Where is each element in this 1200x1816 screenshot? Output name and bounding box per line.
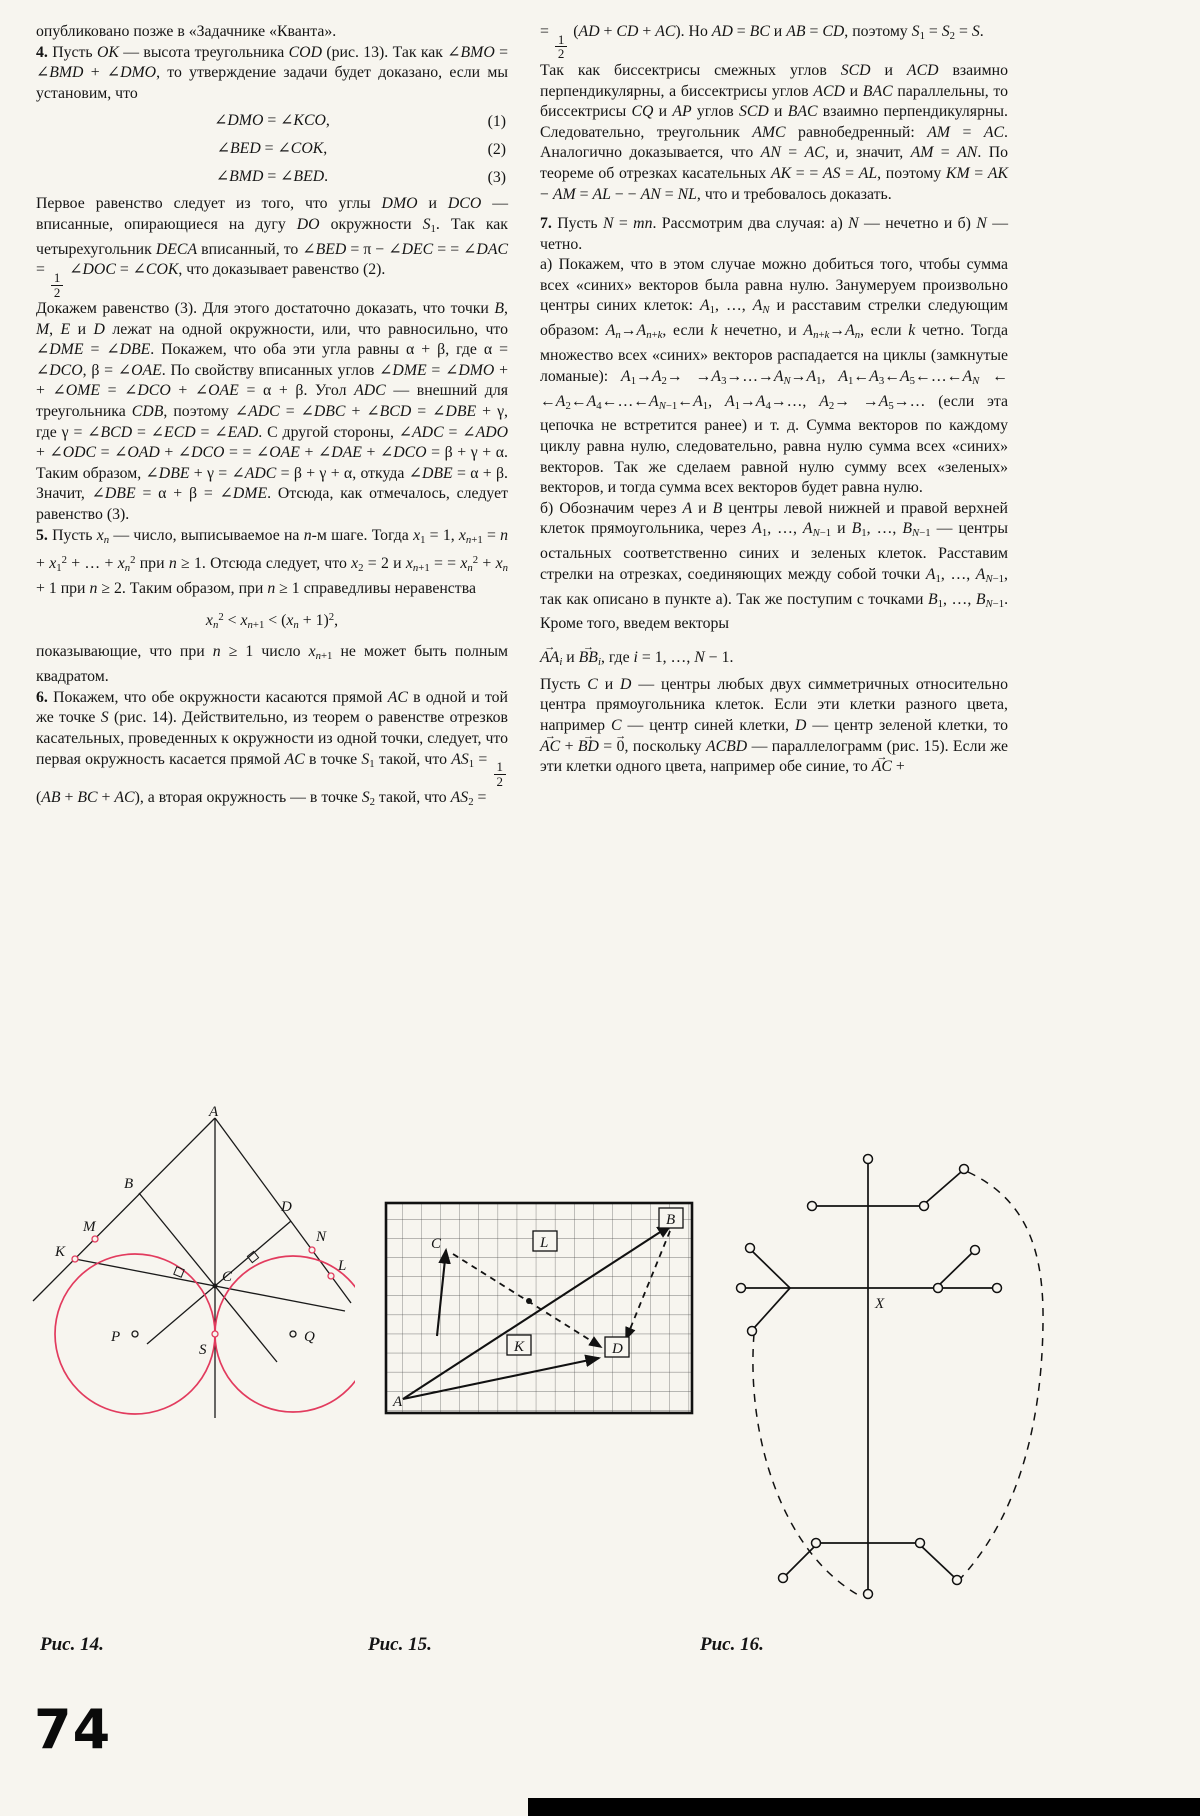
page-number: 74 (34, 1698, 112, 1761)
left-column (36, 22, 508, 813)
point-label-m: M (83, 1219, 96, 1235)
inequality (36, 607, 508, 636)
triangle-lines (33, 1118, 351, 1418)
equation-number: (1) (487, 113, 506, 131)
equation-body: $x_n^2 < x_{n+1} < (x_n + 1)^2$, (205, 610, 339, 631)
tree-nodes (737, 1155, 1002, 1599)
paragraph: опубликовано позже в «Задачнике «Кванта». (36, 23, 337, 40)
page-edge-bar (528, 1798, 1200, 1816)
point-label-k: K (514, 1339, 525, 1355)
point-label-p: P (111, 1329, 121, 1345)
point-label-b: B (666, 1212, 676, 1228)
paragraph: Докажем равенство (3). Для этого достаточно доказать, что точки B, M, E и D лежат на одной окружности, или, что равносильно, что ∠DME = ∠DBE. Покажем, что оба эти угла равны α + β, где α = ∠DCO, β = ∠OAE. По свойству вписанных углов ∠DME = ∠DMO + + ∠OME = ∠DCO + ∠OAE = α + β. Угол ADC — внешний для треугольника CDB, поэтому ∠ADC = ∠DBC + ∠BCD = ∠DBE + γ, где γ = ∠BCD = ∠ECD = ∠EAD. С другой стороны, ∠ADC = ∠ADO + ∠ODC = ∠OAD + ∠DCO = = ∠OAE + ∠DAE + ∠DCO = β + γ + α. Таким образом, ∠DBE + γ = ∠ADC = β + γ + α, откуда ∠DBE = α + β. Значит, ∠DBE = α + β = ∠DME. Отсюда, как отмечалось, следует равенство (3). (36, 300, 509, 524)
figure-15-diagram (383, 1200, 695, 1416)
dashed-arcs (753, 1172, 1043, 1596)
equation-body: ∠DMO = ∠KCO, (214, 112, 330, 130)
point-label-l: L (338, 1258, 347, 1274)
equation-number: (2) (487, 140, 506, 158)
paragraph-problem-4: 4. Пусть OK — высота треугольника COD (рис. 13). Так как ∠BMO = ∠BMD + ∠DMO, то утверждение задачи будет доказано, если мы установим, что (36, 43, 508, 102)
paragraph: = $\frac{1}{2}$ (AD + CD + AC). Но AD = BC и AB = CD, поэтому $S_1 = S_2 = S$. (540, 23, 984, 62)
figure-16-caption: Рис. 16. (700, 1634, 764, 1655)
point-label-a: A (393, 1394, 403, 1410)
point-label-b: B (124, 1176, 134, 1192)
paragraph: Так как биссектрисы смежных углов SCD и ACD взаимно перпендикулярны, а биссектрисы углов ACD и BAC параллельны, то биссектрисы CQ и AP углов SCD и BAC взаимно перпендикулярны. Следовательно, треугольник AMC равнобедренный: AM = AC. Аналогично доказывается, что AN = AC, и, значит, AM = AN. По теореме об отрезках касательных AK = = AS = AL, поэтому KM = AK − AM = AL − − AN = NL, что и требовалось доказать. (540, 61, 1009, 203)
point-label-k: K (55, 1244, 66, 1260)
fig14-point-labels (54, 1106, 346, 1358)
center-point (526, 1298, 532, 1304)
figure-15-caption: Рис. 15. (368, 1634, 432, 1655)
point-label-x: X (875, 1296, 885, 1312)
vector-definition-line: AA $\to_i$ и BB $\to_i$, где i = 1, …, N − 1. (540, 641, 1008, 673)
tree-edges (745, 1164, 994, 1590)
paragraph: показывающие, что при n ≥ 1 число $x_{n+1}$ не может быть полным квадратом. (36, 643, 508, 686)
point-label-l: L (540, 1235, 549, 1251)
paragraph-problem-5: 5. Пусть $x_n$ — число, выписываемое на n-м шаге. Тогда $x_1 = 1$, $x_{n+1} = n + x_1^2$ + … + $x_n^2$ при n ≥ 1. Отсюда следует, что $x_2 = 2$ и $x_{n+1}$ = = $x_n^2 + x_n + 1$ при n ≥ 2. Таким образом, при n ≥ 1 справедливы неравенства (36, 526, 508, 598)
paragraph-problem-6: 6. Покажем, что обе окружности касаются прямой AC в одной и той же точке S (рис. 14). Действительно, из теорем о равенстве отрезков касательных, проведенных к окружности из одной точки, следует, что первая окружность касается прямой AC в точке $S_1$ такой, что $AS_1$ = $\frac{1}{2}$ (AB + BC + AC), а вторая окружность — в точке $S_2$ такой, что $AS_2$ = (36, 688, 509, 809)
figure-14-caption: Рис. 14. (40, 1634, 104, 1655)
equation-1 (36, 111, 508, 132)
equation-number: (3) (487, 168, 506, 186)
point-label-c: C (222, 1269, 233, 1285)
point-label-q: Q (304, 1329, 315, 1345)
point-label-c: C (431, 1236, 442, 1252)
equation-body: ∠BED = ∠COK, (216, 139, 328, 157)
point-label-n: N (316, 1229, 327, 1245)
equation-body: ∠BMD = ∠BED. (215, 167, 329, 185)
paragraph: б) Обозначим через A и B центры левой нижней и правой верхней клеток прямоугольника, через $A_1$, …, $A_{N-1}$ и $B_1$, …, $B_{N-1}$ — центры остальных соответственно синих и зеленых клеток. Расставим стрелки на отрезках, соединяющих между собой точки $A_1$, …, $A_{N-1}$, так как описано в пункте а). Так же поступим с точками $B_1$, …, $B_{N-1}$. Кроме того, введем векторы (540, 499, 1009, 633)
point-label-d: D (281, 1199, 292, 1215)
paragraph: Первое равенство следует из того, что углы DMO и DCO — вписанные, опирающиеся на дугу DO окружности $S_1$. Так как четырехугольник DECA вписанный, то ∠BED = π − ∠DEC = = ∠DAC = $\frac{1}{2}$ ∠DOC = ∠COK, что доказывает равенство (2). (36, 195, 509, 300)
point-label-s: S (199, 1342, 207, 1358)
point-label-d: D (612, 1341, 623, 1357)
figure-16-diagram (728, 1138, 1046, 1626)
paragraph: а) Покажем, что в этом случае можно добиться того, чтобы сумма всех «синих» векторов была равна нулю. Занумеруем произвольно центры синих клеток: $A_1$, …, $A_N$ и расставим стрелки следующим образом: $A_n\to A_{n+k}$, если k нечетно, и $A_{n+k}\to A_n$, если k четно. Тогда множество всех «синих» векторов распадается на циклы (замкнутые ломаные): $A_1\to A_2\to$ $\to A_3\to\dots\to A_N\to A_1$, $A_1\leftarrow A_3\leftarrow A_5\leftarrow\dots\leftarrow A_N$ ← $\leftarrow A_2\leftarrow A_4\leftarrow\dots\leftarrow A_{N-1}\leftarrow A_1$, $A_1\to A_4\to\dots$, $A_2\to$ $\to A_5\to\dots$ (если эта цепочка не встретится ранее) и т. д. Сумма векторов по каждому циклу равна нулю, следовательно, равна нулю сумма всех «синих» векторов. Так же сделаем равной нулю сумму всех «зеленых» векторов, и тогда сумма всех векторов будет равна нулю. (540, 256, 1009, 497)
right-column (540, 22, 1008, 778)
point-markers (72, 1236, 334, 1337)
equation-3 (36, 167, 508, 188)
point-label-a: A (209, 1106, 219, 1120)
paragraph-problem-7: 7. Пусть N = mn. Рассмотрим два случая: а) N — нечетно и б) N — четно. (540, 215, 1008, 253)
paragraph: Пусть C и D — центры любых двух симметричных относительно центра прямоугольника клеток. Если эти клетки разного цвета, например C — центр синей клетки, D — центр зеленой клетки, то AC → + BD → = 0 →, поскольку ACBD — параллелограмм (рис. 15). Если же эти клетки одного цвета, например обе синие, то AC → + (540, 675, 1008, 778)
equation-2 (36, 139, 508, 160)
figure-14-diagram (25, 1106, 355, 1442)
